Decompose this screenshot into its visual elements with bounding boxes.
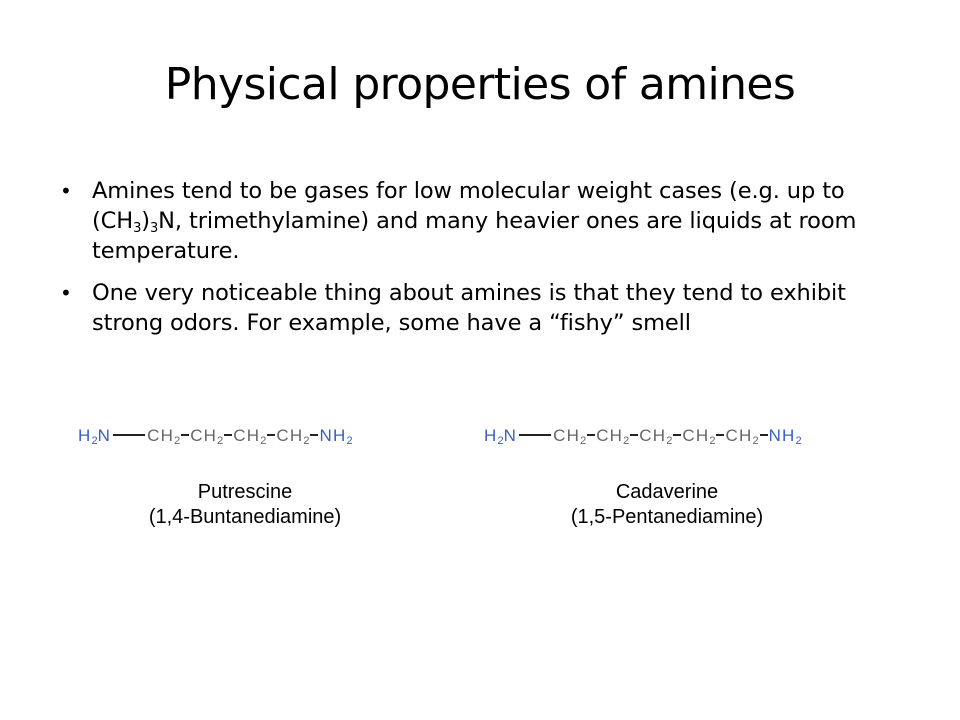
bullet-icon: • [60,281,72,305]
bond-dash [673,434,681,436]
molecule-systematic-name: (1,4-Buntanediamine) [148,506,342,528]
bullet-item [60,176,880,266]
bullet-item [60,278,880,338]
bond-line [113,434,145,436]
bond-dash [181,434,189,436]
bullet-text: Amines tend to be gases for low molecular weight cases (e.g. up to $(CH_3)_3N$, trimethylamine) and many heavier ones are liquids at room temperature. [92,178,857,264]
bullet-text: One very noticeable thing about amines is that they tend to exhibit strong odors. For example, some have a “fishy” smell [92,280,846,336]
bullet-icon: • [60,179,72,203]
bond-dash [267,434,275,436]
bond-dash [630,434,638,436]
bond-dash [224,434,232,436]
putrescine-label [130,480,360,530]
cadaverine-label [552,480,782,530]
slide-title: Physical properties of amines [164,59,796,110]
putrescine-formula: $H_2N$ $CH_2$ $CH_2$ $CH_2$ $CH_2$ $NH_2$ [78,426,353,447]
molecule-name: Putrescine [197,481,293,503]
bullet-list [60,176,880,350]
bond-dash [587,434,595,436]
bond-dash [716,434,724,436]
cadaverine-formula: $H_2N$ $CH_2$ $CH_2$ $CH_2$ $CH_2$ $CH_2$ $NH_2$ [484,426,802,447]
bond-dash [760,434,768,436]
bond-line [519,434,551,436]
molecule-name: Cadaverine [615,481,719,503]
bond-dash [310,434,318,436]
molecule-systematic-name: (1,5-Pentanediamine) [570,506,764,528]
